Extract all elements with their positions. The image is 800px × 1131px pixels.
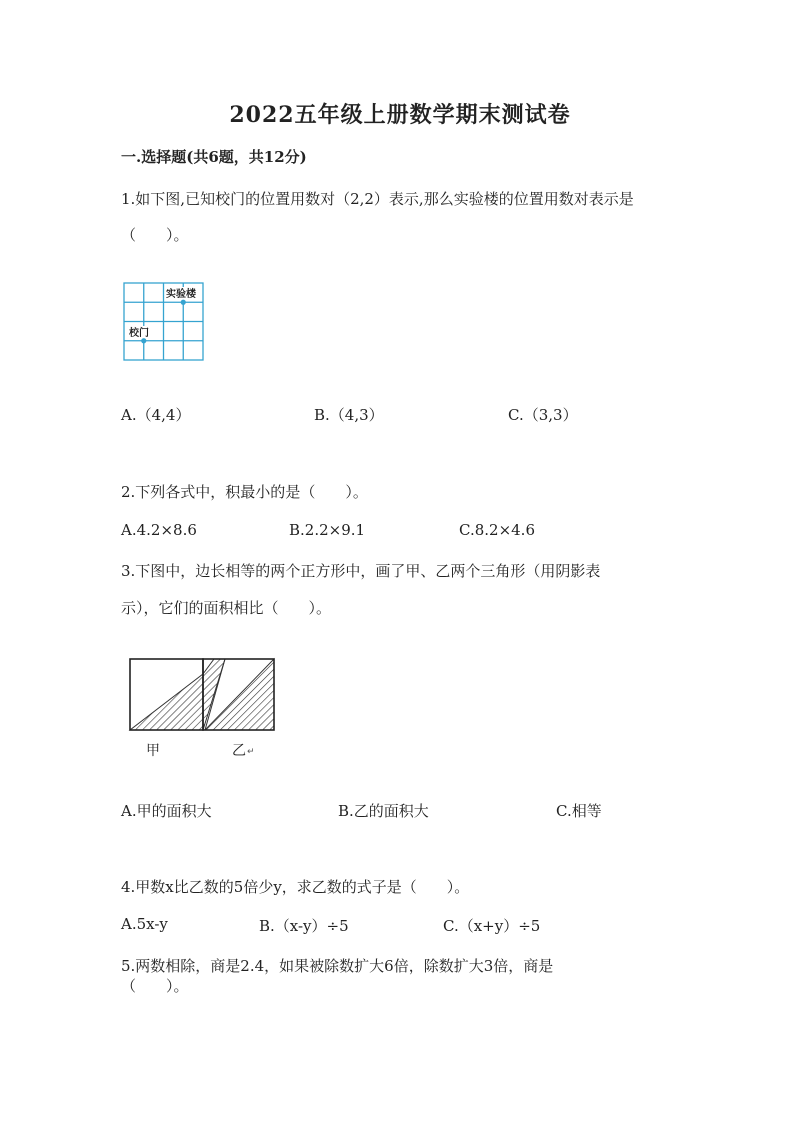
q4-option-c[interactable]: C.（x+y）÷5 (443, 917, 541, 935)
q3-option-c[interactable]: C.相等 (556, 802, 602, 820)
q1-option-c[interactable]: C.（3,3） (508, 406, 578, 424)
grid-map-icon (123, 282, 205, 364)
question-4-text: 4.甲数x比乙数的5倍少y，求乙数的式子是（ ）。 (121, 878, 470, 896)
return-mark-icon: ↵ (247, 747, 255, 757)
q3-option-a[interactable]: A.甲的面积大 (121, 802, 212, 820)
question-1-blank: （ ）。 (121, 226, 189, 244)
question-3-text-cont: 示），它们的面积相比（ ）。 (121, 599, 332, 617)
building-dot (181, 300, 186, 305)
label-jia: 甲 (146, 743, 160, 759)
q1-option-a[interactable]: A.（4,4） (121, 406, 191, 424)
question-3-triangle-figure (126, 654, 286, 760)
question-1-text: 1.如下图,已知校门的位置用数对（2,2）表示,那么实验楼的位置用数对表示是 (121, 190, 634, 208)
question-5-blank: （ ）。 (121, 977, 189, 995)
triangle-jia (130, 674, 203, 730)
page-title: 2022五年级上册数学期末测试卷 (229, 102, 571, 128)
question-3-text: 3.下图中，边长相等的两个正方形中，画了甲、乙两个三角形（用阴影表 (121, 562, 601, 580)
gate-label: 校门 (129, 328, 149, 339)
q4-option-a[interactable]: A.5x-y (121, 915, 168, 933)
q2-option-b[interactable]: B.2.2×9.1 (289, 521, 366, 539)
q2-option-c[interactable]: C.8.2×4.6 (459, 521, 535, 539)
q1-option-b[interactable]: B.（4,3） (314, 406, 384, 424)
label-yi: 乙 (232, 743, 246, 759)
question-2-text: 2.下列各式中，积最小的是（ ）。 (121, 483, 368, 501)
building-label: 实验楼 (166, 289, 196, 300)
q2-option-a[interactable]: A.4.2×8.6 (121, 521, 197, 539)
question-1-grid-figure (123, 282, 205, 364)
section-title: 一.选择题(共6题，共12分) (121, 148, 307, 166)
q3-option-b[interactable]: B.乙的面积大 (338, 802, 429, 820)
question-5-text: 5.两数相除，商是2.4，如果被除数扩大6倍，除数扩大3倍，商是 (121, 957, 554, 975)
q4-option-b[interactable]: B.（x-y）÷5 (259, 917, 349, 935)
shaded-triangles-icon (126, 654, 286, 760)
